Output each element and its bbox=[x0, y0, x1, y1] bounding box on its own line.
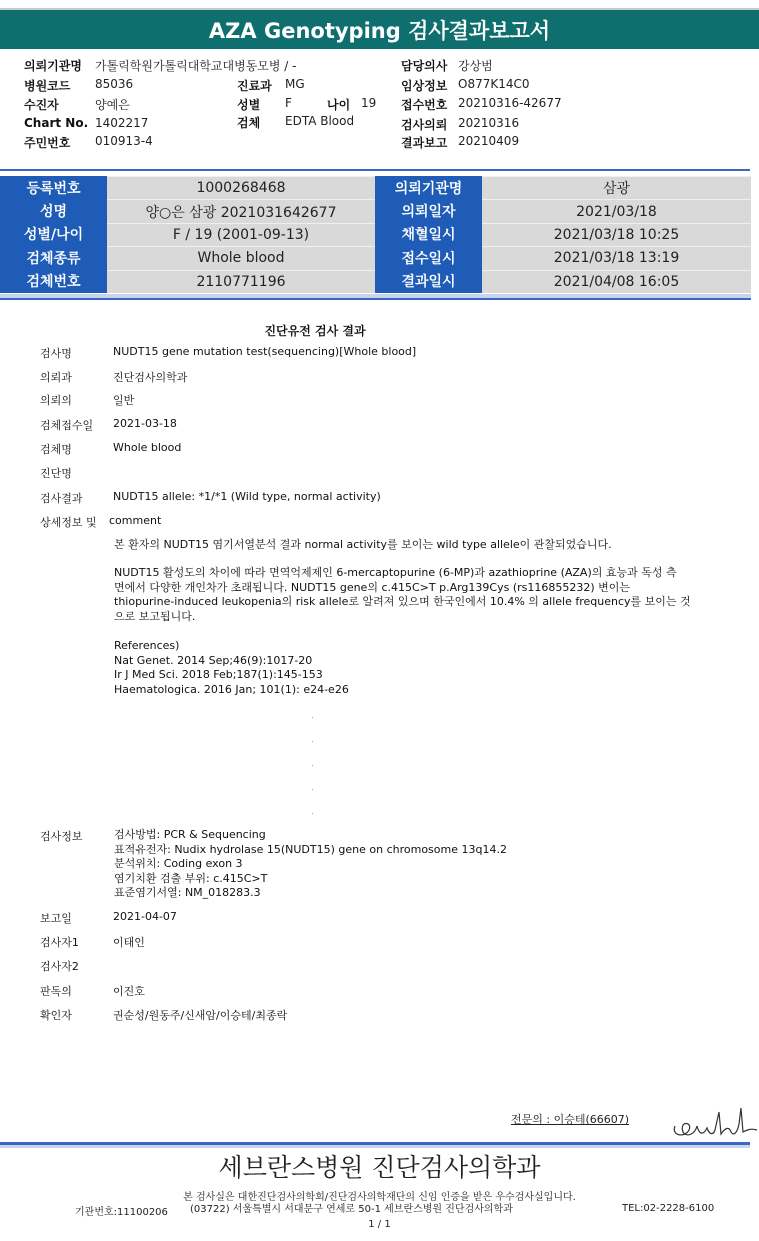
value-test-request: 20210316 bbox=[458, 116, 520, 130]
field-label: 보고일 bbox=[40, 912, 72, 925]
field-label: 진단명 bbox=[40, 467, 72, 480]
field-label: 검사자2 bbox=[40, 960, 79, 973]
table-row bbox=[0, 176, 751, 199]
value-accession-number: 20210316-42677 bbox=[458, 96, 562, 110]
reg-label: 의뢰일자 bbox=[375, 199, 482, 222]
agency-code: 기관번호:11100206 bbox=[75, 1207, 168, 1218]
label-resident-number: 주민번호 bbox=[24, 136, 71, 150]
reg-value: 2110771196 bbox=[107, 270, 375, 293]
label-age: 나이 bbox=[327, 98, 351, 112]
field-value: 2021-03-18 bbox=[113, 417, 177, 430]
field-label: 검사명 bbox=[40, 347, 72, 360]
field-value: Whole blood bbox=[113, 441, 182, 454]
result-section-title: 진단유전 검사 결과 bbox=[264, 324, 366, 338]
test-info-line: 염기치환 검출 부위: c.415C>T bbox=[114, 871, 268, 885]
value-patient: 양예은 bbox=[95, 98, 130, 112]
page-number: 1 / 1 bbox=[368, 1219, 391, 1230]
value-chart-no: 1402217 bbox=[95, 116, 149, 130]
label-specimen: 검체 bbox=[237, 116, 261, 130]
reg-label: 접수일시 bbox=[375, 246, 482, 269]
value-result-report: 20210409 bbox=[458, 134, 520, 148]
divider bbox=[0, 169, 750, 171]
label-hospital-code: 병원코드 bbox=[24, 79, 71, 93]
label-physician: 담당의사 bbox=[401, 59, 448, 73]
dot-mark bbox=[312, 717, 313, 718]
value-hospital-code: 85036 bbox=[95, 77, 134, 91]
label-clinical-info: 임상정보 bbox=[401, 79, 448, 93]
dot-mark bbox=[312, 741, 313, 742]
field-value: 권순성/원동주/신새암/이승테/최종락 bbox=[113, 1009, 288, 1022]
test-info-line: 표준염기서열: NM_018283.3 bbox=[114, 886, 261, 899]
references-block bbox=[114, 639, 349, 697]
field-label: 검체접수일 bbox=[40, 419, 94, 432]
patient-info-block bbox=[0, 57, 759, 152]
reference-line: Haematologica. 2016 Jan; 101(1): e24-e26 bbox=[114, 682, 349, 696]
field-label: 검사정보 bbox=[40, 830, 83, 843]
certification-note: 본 검사실은 대한진단검사의학회/진단검사의학재단의 신임 인증을 받은 우수검사실입니다. bbox=[183, 1192, 576, 1203]
reg-value: 삼광 bbox=[482, 176, 751, 199]
detail-line: 면에서 다양한 개인차가 초래됩니다. NUDT15 gene의 c.415C>T p.Arg139Cys (rs116855232) 변이는 bbox=[114, 580, 631, 594]
reg-value: 양○은 삼광 2021031642677 bbox=[107, 199, 375, 222]
registration-table bbox=[0, 176, 751, 293]
field-value: 이태인 bbox=[113, 936, 145, 949]
divider bbox=[0, 298, 751, 300]
value-clinical-info: O877K14C0 bbox=[458, 77, 530, 91]
label-department: 진료과 bbox=[237, 79, 272, 93]
reg-label: 결과일시 bbox=[375, 270, 482, 293]
specialist-name: 전문의 : 이승테(66607) bbox=[511, 1113, 630, 1126]
label-patient: 수진자 bbox=[24, 98, 59, 112]
label-accession-number: 접수번호 bbox=[401, 98, 448, 112]
test-info-line: 분석위치: Coding exon 3 bbox=[114, 857, 243, 870]
reference-line: References) bbox=[114, 639, 180, 652]
field-value: NUDT15 allele: *1/*1 (Wild type, normal activity) bbox=[113, 490, 381, 503]
report-title: AZA Genotyping 검사결과보고서 bbox=[208, 18, 551, 43]
dot-mark bbox=[312, 813, 313, 814]
reg-value: 2021/04/08 16:05 bbox=[482, 270, 751, 293]
test-info-line: 검사방법: PCR & Sequencing bbox=[114, 828, 266, 841]
detail-paragraph-2 bbox=[114, 566, 691, 624]
hospital-name: 세브란스병원 진단검사의학과 bbox=[218, 1153, 541, 1182]
field-label: 검사자1 bbox=[40, 936, 79, 949]
value-age: 19 bbox=[361, 96, 377, 110]
reg-label: 성명 bbox=[0, 199, 107, 222]
reg-label: 검체번호 bbox=[0, 270, 107, 293]
table-row bbox=[0, 199, 751, 222]
label-referring-institution: 의뢰기관명 bbox=[24, 59, 82, 73]
reg-label: 검체종류 bbox=[0, 246, 107, 269]
reg-label: 성별/나이 bbox=[0, 223, 107, 246]
field-label: 검사결과 bbox=[40, 492, 83, 505]
detail-line: 으로 보고됩니다. bbox=[114, 609, 196, 623]
value-department: MG bbox=[285, 77, 305, 91]
value-referring-institution: 가톨릭학원가톨릭대학교대병동모병 / - bbox=[95, 59, 297, 73]
field-label: 검체명 bbox=[40, 443, 72, 456]
field-value: NUDT15 gene mutation test(sequencing)[Whole blood] bbox=[113, 345, 417, 358]
field-value: 진단검사의학과 bbox=[113, 371, 188, 384]
table-row bbox=[0, 223, 751, 246]
label-chart-no: Chart No. bbox=[24, 116, 89, 130]
label-sex: 성별 bbox=[237, 98, 261, 112]
reg-value: 1000268468 bbox=[107, 176, 375, 199]
field-label: 상세정보 및 bbox=[40, 516, 97, 529]
field-value: comment bbox=[109, 514, 162, 527]
field-value: 일반 bbox=[113, 394, 135, 407]
signature-image bbox=[669, 1104, 759, 1140]
test-info-block bbox=[114, 828, 507, 901]
reg-value: F / 19 (2001-09-13) bbox=[107, 223, 375, 246]
reference-line: Nat Genet. 2014 Sep;46(9):1017-20 bbox=[114, 653, 313, 667]
detail-line: NUDT15 활성도의 차이에 따라 면역억제제인 6-mercaptopurine (6-MP)과 azathioprine (AZA)의 효능과 독성 측 bbox=[114, 566, 677, 579]
label-result-report: 결과보고 bbox=[401, 136, 448, 150]
field-value: 2021-04-07 bbox=[113, 910, 177, 923]
value-physician: 강상범 bbox=[458, 59, 493, 73]
reg-value: Whole blood bbox=[107, 246, 375, 269]
table-row bbox=[0, 270, 751, 293]
reg-label: 의뢰기관명 bbox=[375, 176, 482, 199]
detail-paragraph-1: 본 환자의 NUDT15 염기서열분석 결과 normal activity를 보이는 wild type allele이 관찰되었습니다. bbox=[114, 538, 612, 551]
field-label: 판독의 bbox=[40, 985, 72, 998]
reg-label: 채혈일시 bbox=[375, 223, 482, 246]
value-specimen: EDTA Blood bbox=[285, 114, 355, 128]
value-sex: F bbox=[285, 96, 292, 110]
reference-line: Ir J Med Sci. 2018 Feb;187(1):145-153 bbox=[114, 668, 323, 681]
label-test-request: 검사의뢰 bbox=[401, 118, 448, 132]
table-row bbox=[0, 246, 751, 269]
dot-mark bbox=[312, 765, 313, 766]
field-value: 이진호 bbox=[113, 985, 145, 998]
value-resident-number: 010913-4 bbox=[95, 134, 153, 148]
field-label: 의뢰의 bbox=[40, 394, 72, 407]
reg-value: 2021/03/18 bbox=[482, 199, 751, 222]
reg-label: 등록번호 bbox=[0, 176, 107, 199]
address: (03722) 서울특별시 서대문구 연세로 50-1 세브란스병원 진단검사의학과 bbox=[190, 1204, 513, 1215]
reg-value: 2021/03/18 13:19 bbox=[482, 246, 751, 269]
field-label: 의뢰과 bbox=[40, 371, 72, 384]
detail-line: thiopurine-induced leukopenia의 risk allele로 알려져 있으며 한국인에서 10.4% 의 allele frequency를 보이는 것 bbox=[114, 595, 691, 608]
telephone: TEL:02-2228-6100 bbox=[622, 1203, 715, 1214]
reg-value: 2021/03/18 10:25 bbox=[482, 223, 751, 246]
report-title-bar bbox=[0, 8, 759, 49]
field-label: 확인자 bbox=[40, 1009, 72, 1022]
test-info-line: 표적유전자: Nudix hydrolase 15(NUDT15) gene on chromosome 13q14.2 bbox=[114, 842, 507, 856]
dot-mark bbox=[312, 789, 313, 790]
